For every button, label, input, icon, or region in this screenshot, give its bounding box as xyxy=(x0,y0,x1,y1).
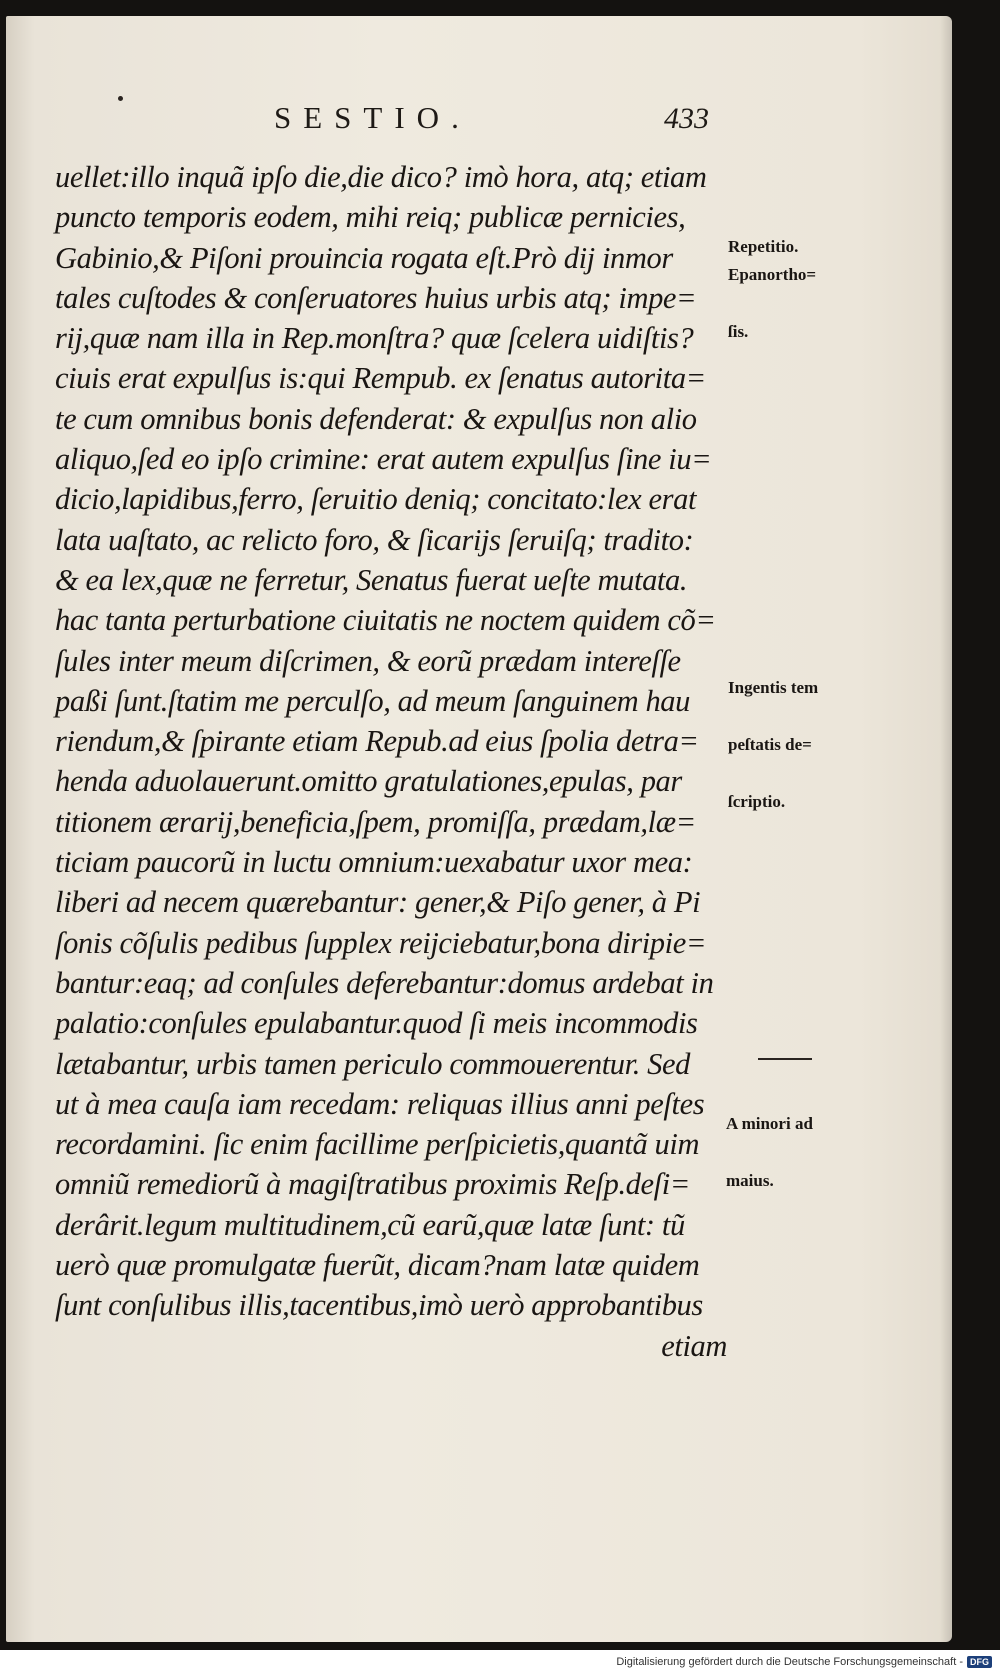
page-edge-shadow xyxy=(940,16,952,1642)
margin-note xyxy=(726,1076,813,1228)
margin-note-line: ſis. xyxy=(728,322,749,341)
margin-note-line: ſcriptio. xyxy=(728,792,786,811)
text-line: Gabinio,& Piſoni prouincia rogata eſt.Prò dij inmor xyxy=(55,240,673,275)
text-line: lata uaſtato, ac relicto foro, & ſicarijs ſeruiſq; tradito: xyxy=(55,522,694,557)
text-line: paßi ſunt.ſtatim me perculſo, ad meum ſanguinem hau xyxy=(55,683,690,718)
margin-note-line: maius. xyxy=(726,1171,774,1190)
text-line: te cum omnibus bonis defenderat: & expulſus non alio xyxy=(55,401,697,436)
text-line: ſunt conſulibus illis,tacentibus,imò uerò approbantibus xyxy=(55,1288,703,1323)
dfg-logo: DFG xyxy=(967,1656,992,1668)
credit-text: Digitalisierung gefördert durch die Deutsche Forschungsgemeinschaft - xyxy=(616,1656,963,1668)
text-line: liberi ad necem quærebantur: gener,& Piſo gener, à Pi xyxy=(55,885,701,920)
text-line: henda aduolauerunt.omitto gratulationes,epulas, par xyxy=(55,764,682,799)
text-line: derârit.legum multitudinem,cũ earũ,quæ latæ ſunt: tũ xyxy=(55,1207,685,1242)
margin-note-line: Epanortho= xyxy=(728,265,817,284)
text-line: dicio,lapidibus,ferro, ſeruitio deniq; concitato:lex erat xyxy=(55,482,697,517)
text-line: aliquo,ſed eo ipſo crimine: erat autem expulſus ſine iu= xyxy=(55,442,712,477)
text-line: tales cuſtodes & conſeruatores huius urbis atq; impe= xyxy=(55,280,697,315)
digitization-credit xyxy=(616,1656,992,1668)
text-line: puncto temporis eodem, mihi reiq; publicæ pernicies, xyxy=(55,200,686,235)
text-line: omniũ remediorũ à magiſtratibus proximis Reſp.deſi= xyxy=(55,1167,690,1202)
text-line: hac tanta perturbatione ciuitatis ne noctem quidem cõ= xyxy=(55,603,716,638)
text-line: & ea lex,quæ ne ferretur, Senatus fuerat ueſte mutata. xyxy=(55,562,688,597)
text-line: ciuis erat expulſus is:qui Rempub. ex ſenatus autorita= xyxy=(55,361,706,396)
margin-note xyxy=(728,227,816,379)
text-line: ſules inter meum diſcrimen, & eorũ prædam intereſſe xyxy=(55,643,681,678)
margin-note xyxy=(728,640,818,849)
text-line: rij,quæ nam illa in Rep.monſtra? quæ ſcelera uidiſtis? xyxy=(55,321,694,356)
margin-note-line: Ingentis tem xyxy=(728,678,819,697)
body-text xyxy=(55,157,735,1366)
text-line: bantur:eaq; ad conſules deferebantur:domus ardebat in xyxy=(55,965,714,1000)
margin-note-line: Repetitio. xyxy=(728,237,799,256)
margin-note-line: peſtatis de= xyxy=(728,735,812,754)
text-line: ſonis cõſulis pedibus ſupplex reijciebatur,bona diripie= xyxy=(55,925,707,960)
book-page xyxy=(6,16,952,1642)
text-line: titionem ærarij,beneficia,ſpem, promiſſa, prædam,læ= xyxy=(55,804,696,839)
text-line: ticiam paucorũ in luctu omnium:uexabatur uxor mea: xyxy=(55,845,693,880)
text-line: recordamini. ſic enim facillime perſpicietis,quantã uim xyxy=(55,1127,700,1162)
margin-note-line: A minori ad xyxy=(726,1114,813,1133)
text-line: uerò quæ promulgatæ fuerũt, dicam?nam latæ quidem xyxy=(55,1248,700,1283)
ink-speck xyxy=(118,96,123,101)
text-line: riendum,& ſpirante etiam Repub.ad eius ſpolia detra= xyxy=(55,724,699,759)
running-head: SESTIO. xyxy=(274,100,471,135)
catchword: etiam xyxy=(661,1328,727,1363)
page-number: 433 xyxy=(664,102,709,135)
margin-rule xyxy=(758,1058,812,1060)
text-line: palatio:conſules epulabantur.quod ſi meis incommodis xyxy=(55,1006,698,1041)
text-line: lætabantur, urbis tamen periculo commouerentur. Sed xyxy=(55,1046,691,1081)
text-line: ut à mea cauſa iam recedam: reliquas illius anni peſtes xyxy=(55,1086,705,1121)
text-line: uellet:illo inquã ipſo die,die dico? imò hora, atq; etiam xyxy=(55,160,707,194)
